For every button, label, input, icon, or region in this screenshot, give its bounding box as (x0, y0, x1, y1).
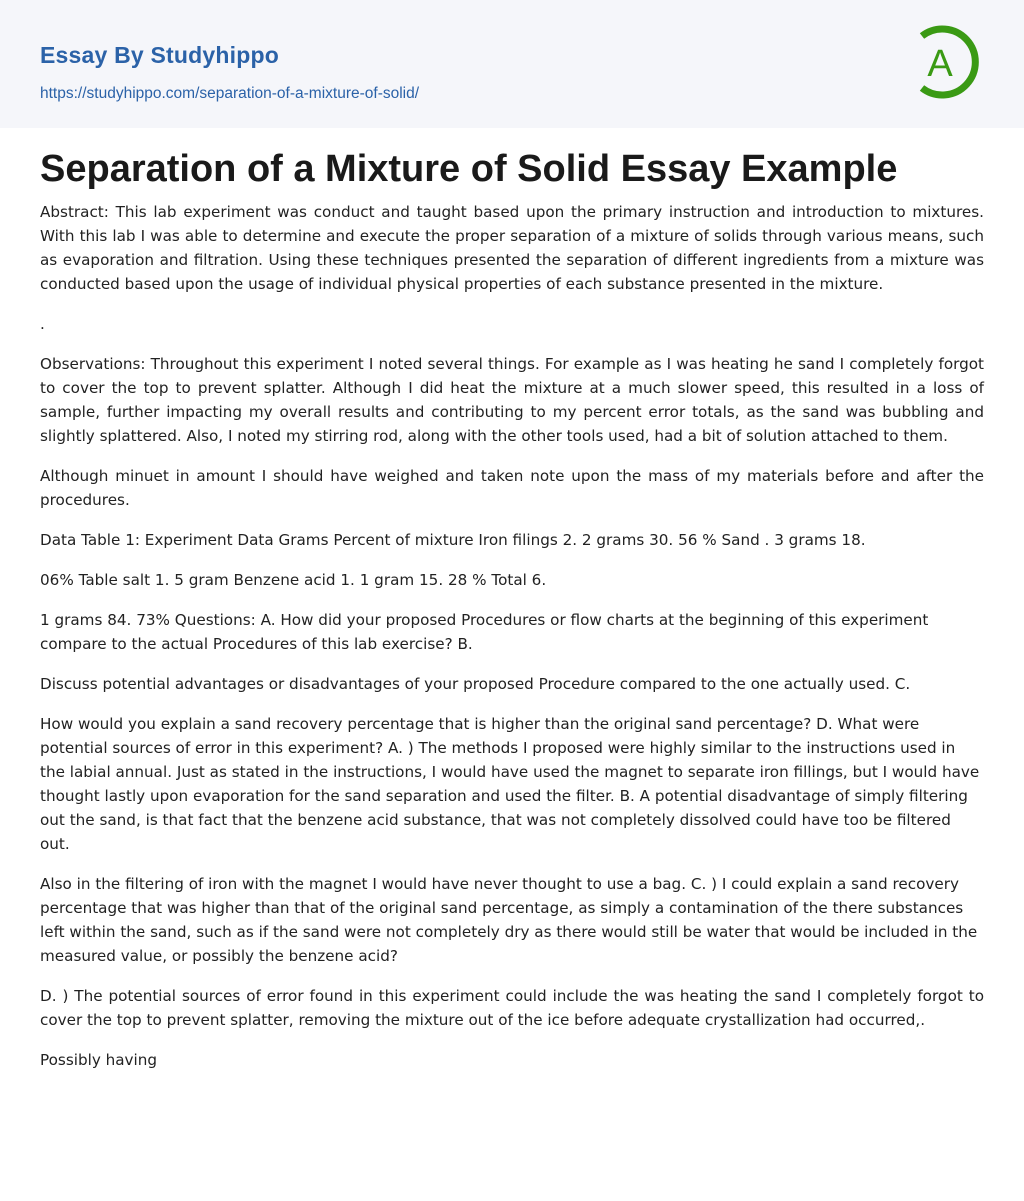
paragraph: 06% Table salt 1. 5 gram Benzene acid 1. 1 gram 15. 28 % Total 6. (40, 571, 547, 589)
page-title: Separation of a Mixture of Solid Essay Example (40, 148, 898, 190)
paragraph: Also in the filtering of iron with the magnet I would have never thought to use a bag. C. ) I could explain a sand recovery percentage that was higher than that of the original sand percentage, as simply a contamination of the there substances left within the sand, such as if the sand were not completely dry as there would still be water that would be included in the measured value, or possibly the benzene acid? (40, 875, 978, 965)
paragraph-sources-of-error: D. ) The potential sources of error found in this experiment could include the was heating the sand I completely forgot to cover the top to prevent splatter, removing the mixture out of the ice before adequate crystallization had occurred,. (40, 987, 984, 1029)
essay-url-link[interactable]: https://studyhippo.com/separation-of-a-mixture-of-solid/ (40, 85, 420, 102)
paragraph-abstract: Abstract: This lab experiment was conduct and taught based upon the primary instruction and introduction to mixtures. With this lab I was able to determine and execute the proper separation of a mixture of solids through various means, such as evaporation and filtration. Using these techniques presented the separation of different ingredients from a mixture was conducted based upon the usage of individual physical properties of each substance presented in the mixture. (40, 203, 984, 293)
paragraph: Possibly having (40, 1051, 158, 1069)
site-header (0, 0, 1024, 128)
paragraph: Although minuet in amount I should have weighed and taken note upon the mass of my materials before and after the procedures. (40, 467, 984, 509)
essay-body (40, 200, 984, 1072)
studyhippo-logo-icon[interactable] (914, 20, 986, 104)
paragraph-answers: How would you explain a sand recovery percentage that is higher than the original sand percentage? D. What were potential sources of error in this experiment? A. ) The methods I proposed were highly similar to the instructions used in the labial annual. Just as stated in the instructions, I would have used the magnet to separate iron fillings, but I would have thought lastly upon evaporation for the sand separation and used the filter. B. A potential disadvantage of simply filtering out the sand, is that fact that the benzene acid substance, that was not completely dissolved could have too be filtered out. (40, 715, 980, 853)
paragraph-observations: Observations: Throughout this experiment I noted several things. For example as I was heating he sand I completely forgot to cover the top to prevent splatter. Although I did heat the mixture at a much slower speed, this resulted in a loss of sample, further impacting my overall results and contributing to my percent error totals, as the sand was bubbling and slightly splattered. Also, I noted my stirring rod, along with the other tools used, had a bit of solution attached to them. (40, 355, 984, 445)
paragraph-dot: . (40, 315, 45, 333)
brand-title: Essay By Studyhippo (40, 42, 279, 68)
paragraph: Discuss potential advantages or disadvantages of your proposed Procedure compared to the one actually used. C. (40, 675, 911, 693)
paragraph-questions: 1 grams 84. 73% Questions: A. How did your proposed Procedures or flow charts at the beginning of this experiment compare to the actual Procedures of this lab exercise? B. (40, 611, 929, 653)
paragraph-data-table: Data Table 1: Experiment Data Grams Percent of mixture Iron filings 2. 2 grams 30. 56 % Sand . 3 grams 18. (40, 531, 866, 549)
logo-letter: A (927, 43, 953, 85)
